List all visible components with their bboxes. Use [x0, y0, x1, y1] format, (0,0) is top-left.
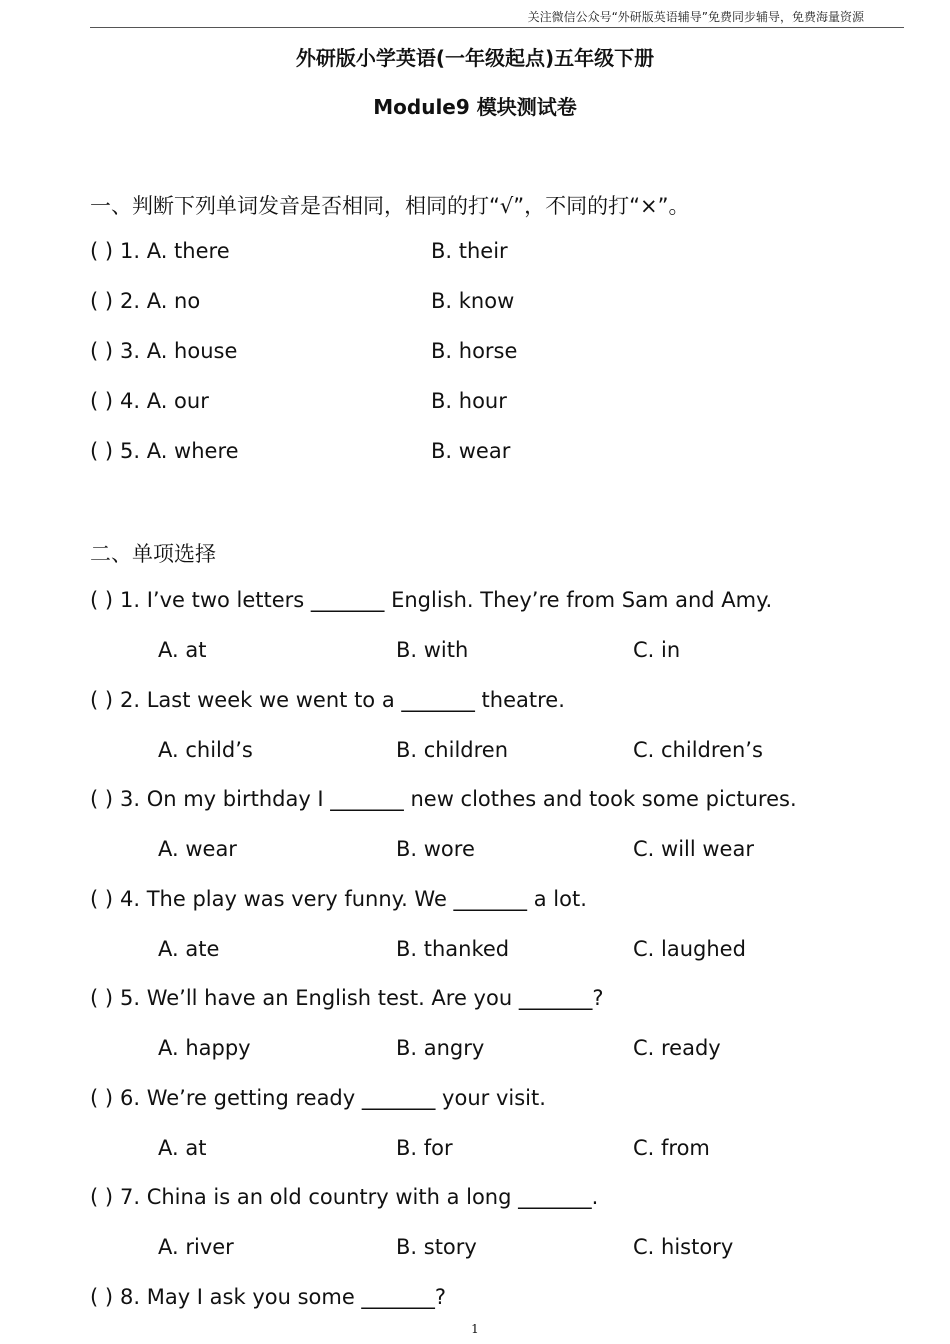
word-a: 3. A. house	[120, 339, 238, 363]
option-a[interactable]: A. wear	[158, 837, 237, 861]
option-b[interactable]: B. thanked	[396, 937, 510, 961]
option-b[interactable]: B. wore	[396, 837, 475, 861]
question-text: 1. I’ve two letters _______ English. They’re from Sam and Amy.	[120, 588, 773, 612]
mc-question-3	[90, 787, 910, 817]
mc-question-8	[90, 1285, 910, 1315]
question-text: 5. We’ll have an English test. Are you _______?	[120, 986, 604, 1010]
answer-blank[interactable]: ( )	[90, 389, 114, 413]
judge-item-5	[90, 439, 910, 469]
mc-question-5	[90, 986, 910, 1016]
word-a: 4. A. our	[120, 389, 209, 413]
mc-question-1	[90, 588, 910, 618]
header-note: 关注微信公众号“外研版英语辅导”免费同步辅导，免费海量资源	[527, 10, 864, 24]
mc-question-6	[90, 1086, 910, 1116]
option-a[interactable]: A. child’s	[158, 738, 253, 762]
answer-blank[interactable]: ( )	[90, 986, 114, 1010]
option-b[interactable]: B. with	[396, 638, 469, 662]
judge-item-1	[90, 239, 910, 269]
word-b: B. their	[431, 239, 508, 263]
option-c[interactable]: C. children’s	[633, 738, 763, 762]
mc-question-2	[90, 688, 910, 718]
answer-blank[interactable]: ( )	[90, 439, 114, 463]
option-a[interactable]: A. at	[158, 638, 207, 662]
answer-blank[interactable]: ( )	[90, 339, 114, 363]
option-c[interactable]: C. in	[633, 638, 681, 662]
word-a: 5. A. where	[120, 439, 239, 463]
answer-blank[interactable]: ( )	[90, 1285, 114, 1309]
word-a: 1. A. there	[120, 239, 230, 263]
word-b: B. know	[431, 289, 515, 313]
question-text: 6. We’re getting ready _______ your visit.	[120, 1086, 546, 1110]
option-b[interactable]: B. for	[396, 1136, 453, 1160]
section2-heading: 二、单项选择	[90, 542, 216, 566]
question-text: 3. On my birthday I _______ new clothes and took some pictures.	[120, 787, 797, 811]
word-b: B. wear	[431, 439, 511, 463]
answer-blank[interactable]: ( )	[90, 289, 114, 313]
option-a[interactable]: A. river	[158, 1235, 234, 1259]
answer-blank[interactable]: ( )	[90, 1086, 114, 1110]
header-divider	[90, 27, 904, 28]
word-b: B. horse	[431, 339, 518, 363]
judge-item-3	[90, 339, 910, 369]
answer-blank[interactable]: ( )	[90, 1185, 114, 1209]
option-b[interactable]: B. story	[396, 1235, 477, 1259]
section1-heading: 一、判断下列单词发音是否相同，相同的打“√”，不同的打“×”。	[90, 194, 690, 218]
answer-blank[interactable]: ( )	[90, 887, 114, 911]
page-title: 外研版小学英语(一年级起点)五年级下册	[295, 46, 655, 70]
question-text: 7. China is an old country with a long _______.	[120, 1185, 599, 1209]
question-text: 8. May I ask you some _______?	[120, 1285, 447, 1309]
option-c[interactable]: C. history	[633, 1235, 734, 1259]
mc-question-4	[90, 887, 910, 917]
page-subtitle: Module9 模块测试卷	[373, 95, 577, 119]
judge-item-2	[90, 289, 910, 319]
question-text: 2. Last week we went to a _______ theatre.	[120, 688, 565, 712]
option-a[interactable]: A. happy	[158, 1036, 251, 1060]
option-b[interactable]: B. angry	[396, 1036, 485, 1060]
answer-blank[interactable]: ( )	[90, 239, 114, 263]
option-b[interactable]: B. children	[396, 738, 509, 762]
option-c[interactable]: C. laughed	[633, 937, 746, 961]
judge-item-4	[90, 389, 910, 419]
word-b: B. hour	[431, 389, 507, 413]
option-c[interactable]: C. from	[633, 1136, 710, 1160]
answer-blank[interactable]: ( )	[90, 588, 114, 612]
option-c[interactable]: C. will wear	[633, 837, 754, 861]
answer-blank[interactable]: ( )	[90, 688, 114, 712]
option-a[interactable]: A. at	[158, 1136, 207, 1160]
word-a: 2. A. no	[120, 289, 201, 313]
question-text: 4. The play was very funny. We _______ a lot.	[120, 887, 587, 911]
mc-question-7	[90, 1185, 910, 1215]
option-c[interactable]: C. ready	[633, 1036, 721, 1060]
option-a[interactable]: A. ate	[158, 937, 220, 961]
page-number: 1	[471, 1322, 479, 1336]
answer-blank[interactable]: ( )	[90, 787, 114, 811]
